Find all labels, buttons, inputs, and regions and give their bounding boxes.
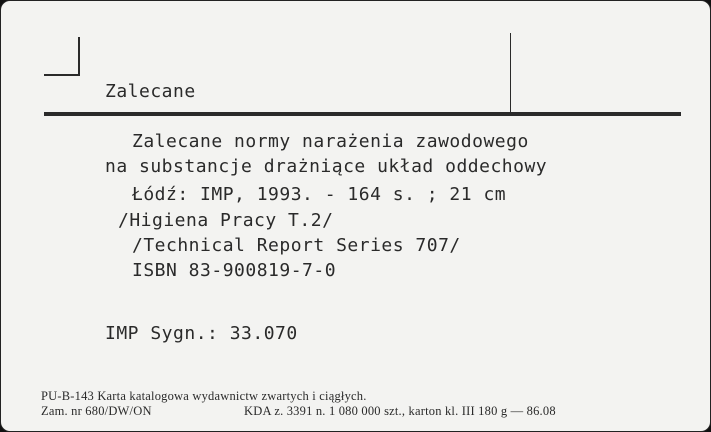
card-heading: Zalecane	[105, 81, 196, 102]
footer-line-2-left: Zam. nr 680/DW/ON	[41, 404, 152, 418]
imprint-line: Łódź: IMP, 1993. - 164 s. ; 21 cm	[132, 184, 507, 205]
footer-line-1: PU-B-143 Karta katalogowa wydawnictw zwartych i ciągłych.	[41, 389, 367, 403]
horizontal-rule	[44, 112, 681, 116]
vertical-rule	[510, 33, 511, 113]
corner-mark-vertical	[78, 37, 80, 76]
series-line-2: /Technical Report Series 707/	[132, 235, 461, 256]
title-line-1: Zalecane normy narażenia zawodowego	[132, 131, 529, 152]
series-line-1: /Higiena Pracy T.2/	[118, 210, 334, 231]
footer-line-2-right: KDA z. 3391 n. 1 080 000 szt., karton kl. III 180 g — 86.08	[244, 404, 556, 418]
corner-mark-horizontal	[44, 74, 80, 76]
shelf-signature: IMP Sygn.: 33.070	[105, 323, 298, 344]
isbn-line: ISBN 83-900819-7-0	[132, 260, 337, 281]
title-line-2: na substancje drażniące układ oddechowy	[105, 156, 548, 177]
